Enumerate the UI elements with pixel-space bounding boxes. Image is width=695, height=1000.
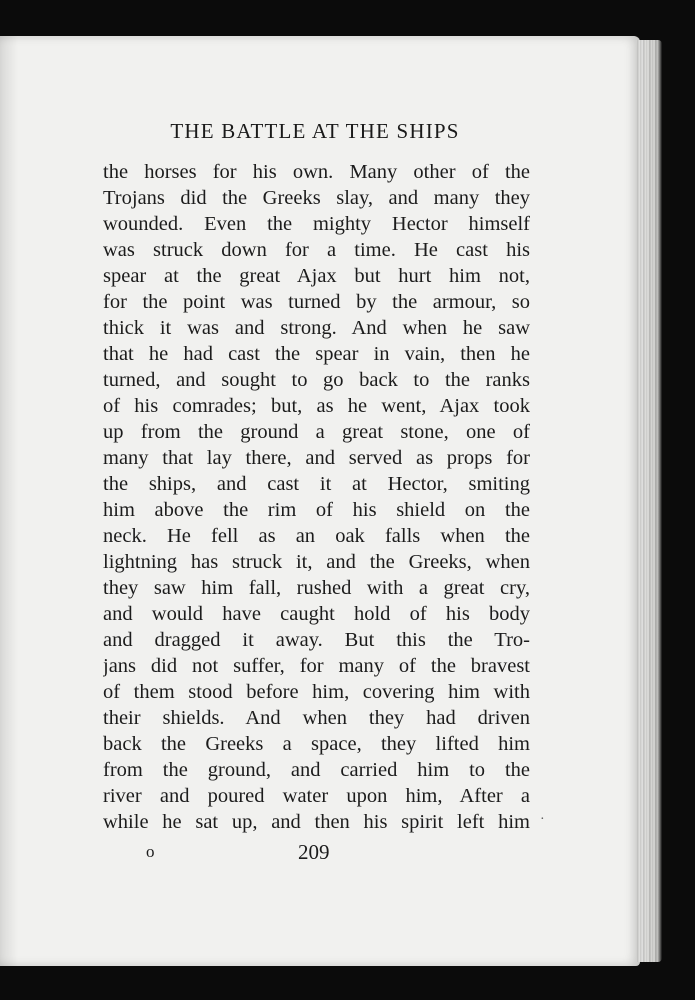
text-line: and dragged it away. But this the Tro- xyxy=(103,629,530,651)
text-line: wounded. Even the mighty Hector himself xyxy=(103,213,530,235)
page-edges xyxy=(636,40,662,962)
text-line: while he sat up, and then his spirit left him xyxy=(103,811,530,833)
text-line: jans did not suffer, for many of the bravest xyxy=(103,655,530,677)
text-line: and would have caught hold of his body xyxy=(103,603,530,625)
text-line: their shields. And when they had driven xyxy=(103,707,530,729)
text-line: turned, and sought to go back to the ranks xyxy=(103,369,530,391)
text-line: back the Greeks a space, they lifted him xyxy=(103,733,530,755)
stray-mark: · xyxy=(540,812,545,827)
text-line: was struck down for a time. He cast his xyxy=(103,239,530,261)
text-line: from the ground, and carried him to the xyxy=(103,759,530,781)
text-line: of them stood before him, covering him with xyxy=(103,681,530,703)
text-line: thick it was and strong. And when he saw xyxy=(103,317,530,339)
text-line: Trojans did the Greeks slay, and many they xyxy=(103,187,530,209)
text-line: him above the rim of his shield on the xyxy=(103,499,530,521)
text-line: that he had cast the spear in vain, then he xyxy=(103,343,530,365)
text-line: spear at the great Ajax but hurt him not, xyxy=(103,265,530,287)
text-line: lightning has struck it, and the Greeks, when xyxy=(103,551,530,573)
text-line: neck. He fell as an oak falls when the xyxy=(103,525,530,547)
text-line: the horses for his own. Many other of the xyxy=(103,161,530,183)
binding-shadow xyxy=(0,36,18,966)
signature-mark: o xyxy=(146,842,155,861)
text-line: up from the ground a great stone, one of xyxy=(103,421,530,443)
text-line: the ships, and cast it at Hector, smiting xyxy=(103,473,530,495)
text-line: many that lay there, and served as props for xyxy=(103,447,530,469)
text-line: of his comrades; but, as he went, Ajax took xyxy=(103,395,530,417)
text-line: for the point was turned by the armour, so xyxy=(103,291,530,313)
running-head: THE BATTLE AT THE SHIPS xyxy=(170,119,460,143)
page-number: 209 xyxy=(298,840,330,864)
text-line: river and poured water upon him, After a xyxy=(103,785,530,807)
text-line: they saw him fall, rushed with a great cry, xyxy=(103,577,530,599)
body-text xyxy=(103,159,530,835)
page-footer xyxy=(0,840,630,870)
